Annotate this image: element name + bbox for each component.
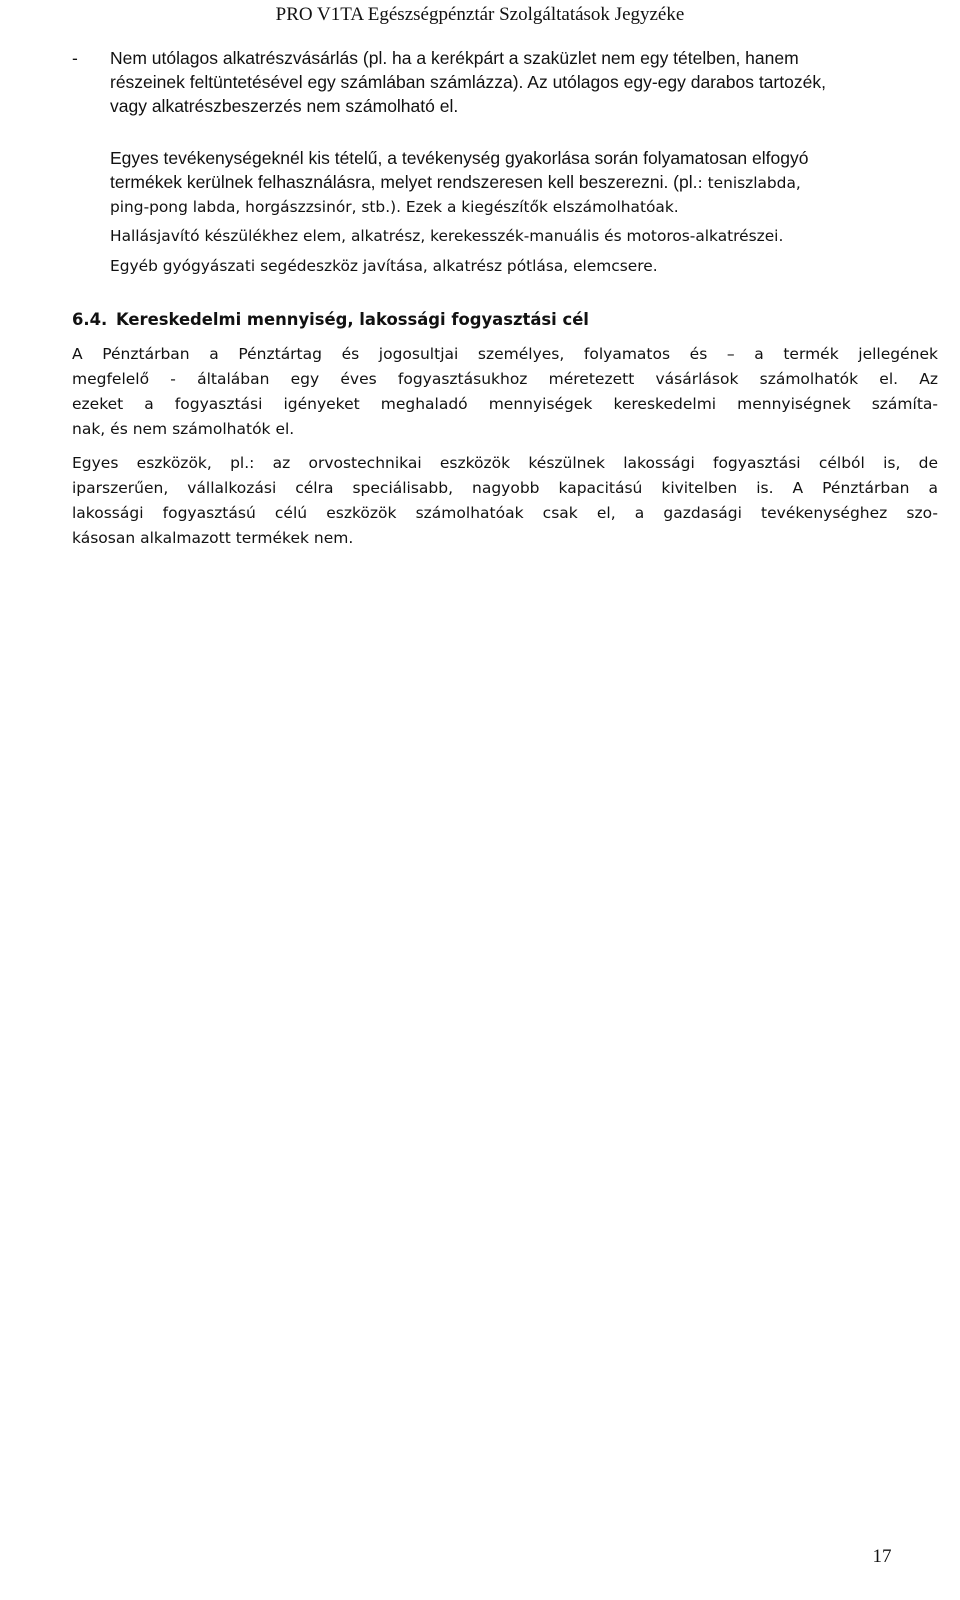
other-aid-line: Egyéb gyógyászati segédeszköz javítása, alkatrész pótlása, elemcsere. — [110, 257, 658, 275]
bullet-item-no-later-parts — [72, 46, 952, 118]
page-header: PRO V1TA Egészségpénztár Szolgáltatások Jegyzéke — [275, 4, 685, 25]
page-footer — [0, 1546, 902, 1568]
paragraph-line: A Pénztárban a Pénztártag és jogosultjai személyes, folyamatos és – a termék jellegének — [72, 345, 938, 363]
paragraph-line: Egyes eszközök, pl.: az orvostechnikai eszközök készülnek lakossági fogyasztási célból is, de — [72, 454, 938, 472]
bullet-line: Nem utólagos alkatrészvásárlás (pl. ha a kerékpárt a szaküzlet nem egy tételben, hanem — [110, 48, 799, 68]
section-number: 6.4. — [72, 310, 108, 329]
paragraph-line: lakossági fogyasztású célú eszközök számolhatóak csak el, a gazdasági tevékenységhez szo- — [72, 504, 938, 522]
page-number: 17 — [872, 1546, 892, 1567]
consumables-line: Egyes tevékenységeknél kis tételű, a tevékenység gyakorlása során folyamatosan elfogyó — [110, 148, 809, 168]
bullet-text — [110, 46, 952, 118]
consumables-line — [110, 170, 955, 195]
paragraph-line: megfelelő - általában egy éves fogyasztásukhoz méretezett vásárlások számolhatók el. Az — [72, 370, 938, 388]
paragraph-line: kásosan alkalmazott termékek nem. — [72, 529, 354, 547]
paragraph-devices — [72, 451, 938, 551]
bullet-line: vagy alkatrészbeszerzés nem számolható el. — [110, 96, 459, 116]
consumables-line: ping-pong labda, horgászzsinór, stb.). Ezek a kiegészítők elszámolhatóak. — [110, 198, 679, 216]
section-title: Kereskedelmi mennyiség, lakossági fogyasztási cél — [116, 310, 589, 329]
bullet-line: részeinek feltüntetésével egy számlában számlázza). Az utólagos egy-egy darabos tartozék, — [110, 72, 826, 92]
paragraph-line: iparszerűen, vállalkozási célra speciálisabb, nagyobb kapacitású kivitelben is. A Pénztárban a — [72, 479, 938, 497]
consumables-paragraph — [110, 146, 955, 219]
paragraph-commercial-quantity — [72, 342, 938, 442]
consumables-line-part: : teniszlabda, — [697, 174, 801, 192]
paragraph-line: ezeket a fogyasztási igényeket meghaladó mennyiségek kereskedelmi mennyiségnek számíta- — [72, 395, 938, 413]
paragraph-line: nak, és nem számolhatók el. — [72, 420, 295, 438]
consumables-line-part: termékek kerülnek felhasználásra, melyet rendszeresen kell beszerezni. (pl. — [110, 172, 698, 192]
bullet-marker: - — [72, 48, 78, 68]
section-heading — [72, 308, 589, 332]
hearing-aid-line: Hallásjavító készülékhez elem, alkatrész, kerekesszék-manuális és motoros-alkatrészei. — [110, 227, 784, 245]
